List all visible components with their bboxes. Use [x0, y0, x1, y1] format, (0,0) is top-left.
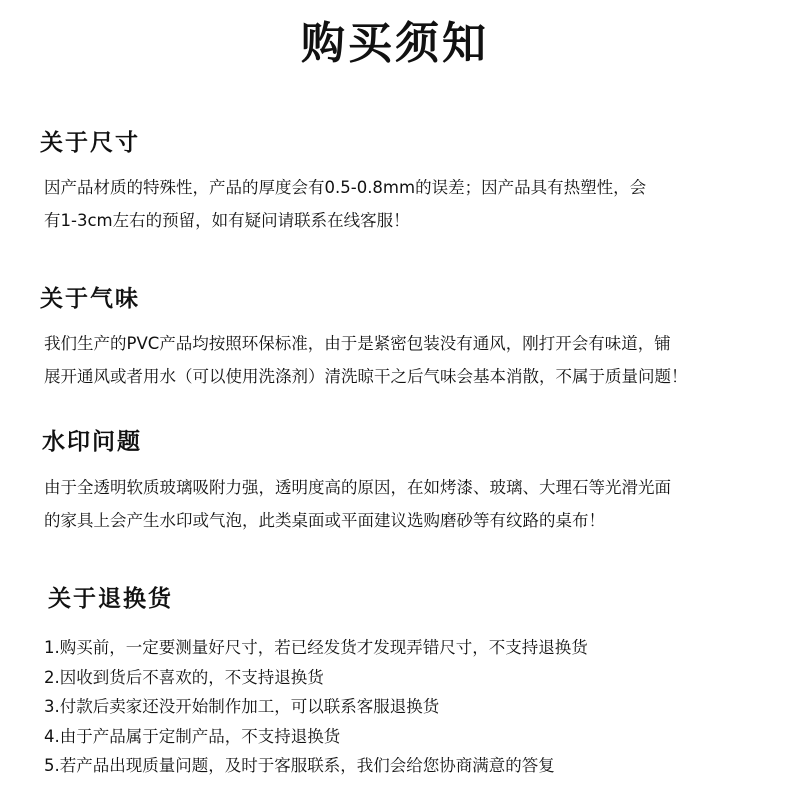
body-line: 我们生产的PVC产品均按照环保标准，由于是紧密包装没有通风，刚打开会有味道，铺	[44, 334, 671, 353]
list-item: 3.付款后卖家还没开始制作加工，可以联系客服退换货	[44, 697, 440, 716]
section-body-watermark	[44, 471, 764, 537]
section-heading-size: 关于尺寸	[40, 130, 140, 156]
list-item: 1.购买前，一定要测量好尺寸，若已经发货才发现弄错尺寸，不支持退换货	[44, 638, 588, 657]
section-heading-returns: 关于退换货	[48, 586, 173, 612]
section-heading-watermark: 水印问题	[42, 429, 142, 455]
list-item: 4.由于产品属于定制产品，不支持退换货	[44, 726, 341, 746]
page-title: 购买须知	[301, 18, 489, 69]
body-line: 展开通风或者用水（可以使用洗涤剂）清洗晾干之后气味会基本消散，不属于质量问题！	[44, 367, 688, 386]
body-line: 因产品材质的特殊性，产品的厚度会有0.5-0.8mm的误差；因产品具有热塑性，会	[44, 178, 647, 197]
body-line: 有1-3cm左右的预留，如有疑问请联系在线客服！	[44, 211, 410, 230]
section-heading-odor: 关于气味	[40, 286, 140, 312]
list-item: 5.若产品出现质量问题，及时于客服联系，我们会给您协商满意的答复	[44, 756, 555, 775]
returns-policy-list	[44, 633, 764, 781]
section-body-size	[44, 171, 764, 237]
section-body-odor	[44, 327, 764, 393]
list-item: 2.因收到货后不喜欢的，不支持退换货	[44, 667, 324, 687]
body-line: 的家具上会产生水印或气泡，此类桌面或平面建议选购磨砂等有纹路的桌布！	[44, 511, 605, 530]
body-line: 由于全透明软质玻璃吸附力强，透明度高的原因，在如烤漆、玻璃、大理石等光滑光面	[44, 478, 671, 497]
